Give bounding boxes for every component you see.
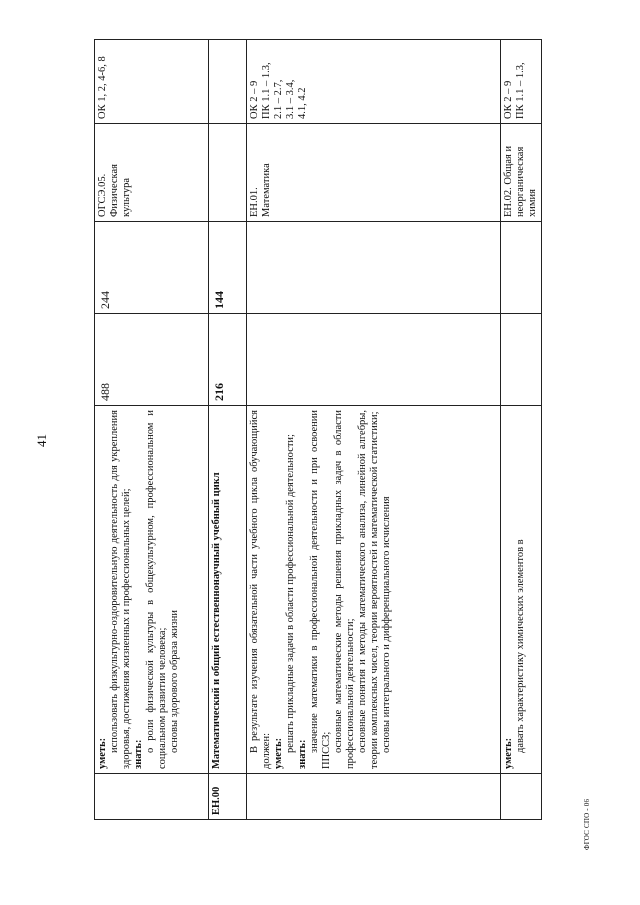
- index-cell: [501, 774, 542, 820]
- total-hours-cell: [247, 314, 501, 406]
- total-hours-cell: 488: [95, 314, 209, 406]
- page-number: 41: [34, 434, 49, 447]
- footer-text: ФГОС СПО - 06: [583, 798, 591, 850]
- competencies-cell: ОК 2 – 9 ПК 1.1 – 1.3, 2.1 – 2.7, 3.1 – 3.4, 4.1, 4.2: [247, 40, 501, 124]
- discipline-cell: ОГСЭ.05. Физическая культура: [95, 124, 209, 222]
- discipline-cell: [209, 124, 247, 222]
- competencies-cell: ОК 1, 2, 4-6, 8: [95, 40, 209, 124]
- mandatory-hours-cell: 144: [209, 222, 247, 314]
- table-row: [95, 40, 209, 820]
- mandatory-hours-cell: [501, 222, 542, 314]
- mandatory-hours-cell: [247, 222, 501, 314]
- paragraph: основные математические методы решения прикладных задач в области профессиональной деятельности;: [333, 410, 356, 769]
- section-heading: уметь:: [503, 737, 514, 769]
- table-row: [247, 40, 501, 820]
- section-heading: уметь:: [97, 737, 108, 769]
- content-cell: [95, 406, 209, 774]
- section-heading: знать:: [297, 739, 308, 769]
- paragraph: В результате изучения обязательной части учебного цикла обучающийся должен:: [249, 410, 272, 769]
- paragraph: решать прикладные задачи в области профессиональной деятельности;: [285, 434, 296, 753]
- index-cell: [247, 774, 501, 820]
- paragraph: о роли физической культуры в общекультурном, профессиональном и социальном развитии человека;: [145, 410, 168, 769]
- competencies-cell: [209, 40, 247, 124]
- content-cell: [209, 406, 247, 774]
- section-heading: знать:: [133, 739, 144, 769]
- index-cell: [95, 774, 209, 820]
- curriculum-table: [94, 39, 542, 820]
- index-cell: ЕН.00: [209, 774, 247, 820]
- paragraph: основы интегрального и дифференциального исчисления: [381, 496, 392, 753]
- paragraph: основные понятия и методы математического анализа, линейной алгебры, теории комплексных чисел, теории вероятностей и математической статистики;: [357, 410, 380, 769]
- section-heading: уметь:: [273, 737, 284, 769]
- table-row: [501, 40, 542, 820]
- paragraph: давать характеристику химических элементов в: [515, 539, 526, 753]
- content-cell: [501, 406, 542, 774]
- competencies-cell: ОК 2 – 9 ПК 1.1 – 1.3,: [501, 40, 542, 124]
- content-cell: [247, 406, 501, 774]
- paragraph: использовать физкультурно-оздоровительную деятельность для укрепления здоровья, достижения жизненных и профессиональных целей;: [109, 410, 132, 769]
- curriculum-table-rotated: [94, 40, 540, 820]
- paragraph: основы здорового образа жизни: [169, 610, 180, 753]
- discipline-cell: ЕН.02. Общая и неорганическая химия: [501, 124, 542, 222]
- mandatory-hours-cell: 244: [95, 222, 209, 314]
- section-heading: Математический и общий естественнонаучный учебный цикл: [211, 472, 222, 769]
- paragraph: значение математики в профессиональной деятельности и при освоении ППССЗ;: [309, 410, 332, 769]
- total-hours-cell: [501, 314, 542, 406]
- table-row: [209, 40, 247, 820]
- discipline-cell: ЕН.01. Математика: [247, 124, 501, 222]
- total-hours-cell: 216: [209, 314, 247, 406]
